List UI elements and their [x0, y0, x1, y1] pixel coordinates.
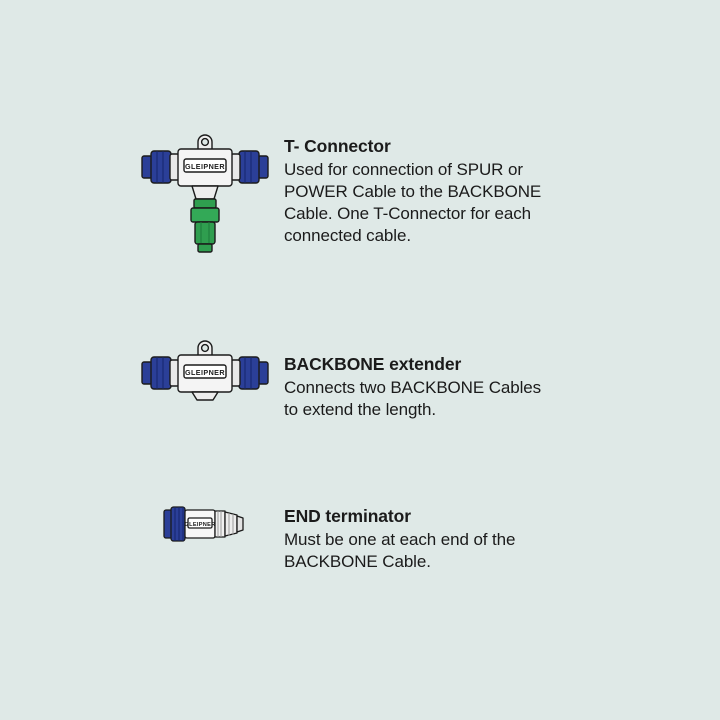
item-description: Must be one at each end of the BACKBONE Cable. — [284, 529, 516, 571]
item-title: END terminator — [284, 506, 411, 526]
item-description: Used for connection of SPUR or POWER Cable to the BACKBONE Cable. One T-Connector for each connected cable. — [284, 159, 542, 246]
item-t-connector — [140, 120, 554, 265]
item-title: BACKBONE extender — [284, 354, 462, 374]
brand-label: GLEIPNER — [185, 162, 225, 171]
brand-label: GLEIPNER — [184, 522, 216, 528]
backbone-extender-icon — [140, 338, 270, 408]
item-title: T- Connector — [284, 136, 391, 156]
item-backbone-extender — [140, 338, 554, 421]
item-end-terminator — [140, 498, 554, 573]
t-connector-icon — [140, 120, 270, 265]
end-terminator-icon — [140, 498, 270, 560]
brand-label: GLEIPNER — [185, 368, 225, 377]
item-description: Connects two BACKBONE Cables to extend the length. — [284, 377, 542, 419]
